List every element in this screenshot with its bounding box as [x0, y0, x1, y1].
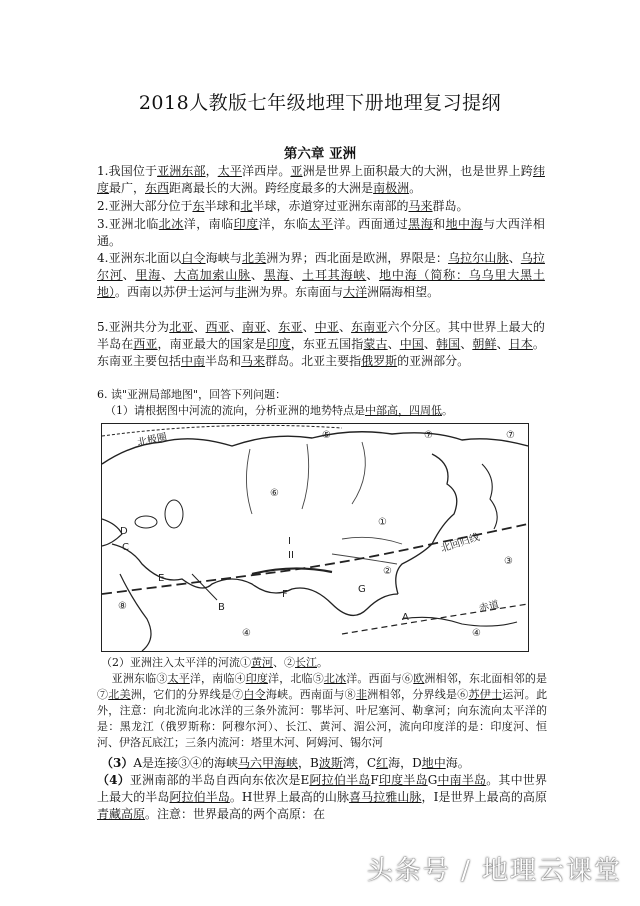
num-5: ⑤: [322, 430, 331, 441]
caspian-sea: [165, 500, 183, 528]
label-C: C: [122, 542, 129, 553]
question-6-part-1: （1）请根据图中河流的流向，分析亚洲的地势特点是中部高，四周低。: [105, 404, 453, 417]
answer-4: （4）亚洲南部的半岛自西向东依次是E阿拉伯半岛F印度半岛G中南半岛。其中世界上最大的半岛阿拉伯半岛。H世界上最高的山脉喜马拉雅山脉，I是世界上最高的高原青藏高原。注意：世界最高的两个高原：在: [97, 773, 547, 822]
num-6: ⑥: [270, 488, 279, 499]
num-3: ③: [504, 556, 513, 567]
document-title: 2018人教版七年级地理下册地理复习提纲: [138, 92, 502, 114]
num-7-b: ⑦: [506, 430, 515, 441]
arctic-label: 北极圈: [136, 431, 168, 449]
equator-line: [342, 604, 528, 634]
item-5: 5.亚洲共分为北亚、西亚、南亚、东亚、中亚、东南亚六个分区。其中世界上最大的半岛在西亚，南亚最大的国家是印度，东亚五国指蒙古、中国、韩国、朝鲜、日本。东南亚主要包括中南半岛和马来群岛。北亚主要指俄罗斯的亚洲部分。: [97, 320, 545, 369]
label-B: B: [218, 602, 225, 613]
river-huanghe: [342, 537, 402, 544]
answer-2: （2）亚洲注入太平洋的河流①黄河、②长江。: [101, 656, 328, 669]
arctic-circle-line: [102, 425, 342, 436]
item-1: 1.我国位于亚洲东部，太平洋西岸。亚洲是世界上面积最大的大洲，也是世界上跨纬度最广，东西距离最长的大洲。跨经度最多的大洲是南极洲。: [97, 164, 545, 196]
asia-map-svg: [102, 424, 528, 651]
river-ob: [246, 449, 252, 514]
answer-2-detail: 亚洲东临③太平洋，南临④印度洋，北临⑤北冰洋。西面与⑥欧洲相邻，东北面相邻的是⑦北美洲，它们的分界线是⑦白令海峡。西南面与⑧非洲相邻，分界线是⑥苏伊士运河。此外，注意：向北流向北冰洋的三条外流河：鄂毕河、叶尼塞河、勒拿河；向东流向太平洋的是：黑龙江（俄罗斯称：阿穆尔河）、长江、黄河、湄公河，流向印度洋的是：印度河、恒河、伊洛瓦底江；三条内流河：塔里木河、阿姆河、锡尔河: [97, 672, 548, 749]
south-coastline: [112, 544, 398, 615]
item-2: 2.亚洲大部分位于东半球和北半球，赤道穿过亚洲东南部的马来群岛。: [97, 199, 469, 213]
west-coastline: [102, 519, 122, 546]
tropic-label: 北回归线: [439, 532, 481, 555]
label-F: F: [282, 589, 288, 600]
black-sea: [135, 516, 157, 528]
label-I: I: [288, 536, 291, 547]
label-E: E: [158, 573, 165, 584]
asia-map: [101, 423, 529, 652]
label-G: G: [358, 584, 366, 595]
answer-3: （3）A是连接③④的海峡马六甲海峡，B波斯湾，C红海，D地中海。: [101, 756, 470, 770]
islands-coast: [402, 617, 517, 626]
river-yenisei: [302, 444, 309, 509]
africa-coast: [120, 574, 151, 651]
tropic-line: [102, 524, 528, 594]
num-4-right: ④: [472, 628, 481, 639]
label-A: A: [402, 612, 409, 623]
japan-coast: [482, 464, 497, 529]
item-4: 4.亚洲东北面以白令海峡与北美洲为界；西北面是欧洲，界限是：乌拉尔山脉、乌拉尔河、里海、大高加索山脉、黑海、土耳其海峡、地中海（简称：乌乌里大黑土地）。西南以苏伊士运河与非洲为界。东南面与大洋洲隔海相望。: [97, 251, 545, 300]
chapter-heading: 第六章 亚洲: [283, 146, 357, 162]
watermark: 头条号 / 地理云课堂: [366, 856, 622, 886]
item-3: 3.亚洲北临北冰洋，南临印度洋，东临太平洋。西面通过黑海和地中海与大西洋相通。: [97, 217, 545, 249]
num-4-left: ④: [242, 628, 251, 639]
himalaya-band: [252, 568, 332, 574]
east-coastline: [396, 454, 457, 594]
question-6-heading: 6. 读"亚洲局部地图"，回答下列问题：: [97, 388, 287, 401]
num-7-a: ⑦: [424, 430, 433, 441]
label-D: D: [120, 526, 128, 537]
num-8: ⑧: [118, 601, 127, 612]
num-1: ①: [378, 517, 387, 528]
river-lena: [352, 442, 365, 504]
equator-label: 赤道: [478, 599, 501, 615]
label-II: II: [288, 550, 294, 561]
num-2: ②: [383, 566, 392, 577]
